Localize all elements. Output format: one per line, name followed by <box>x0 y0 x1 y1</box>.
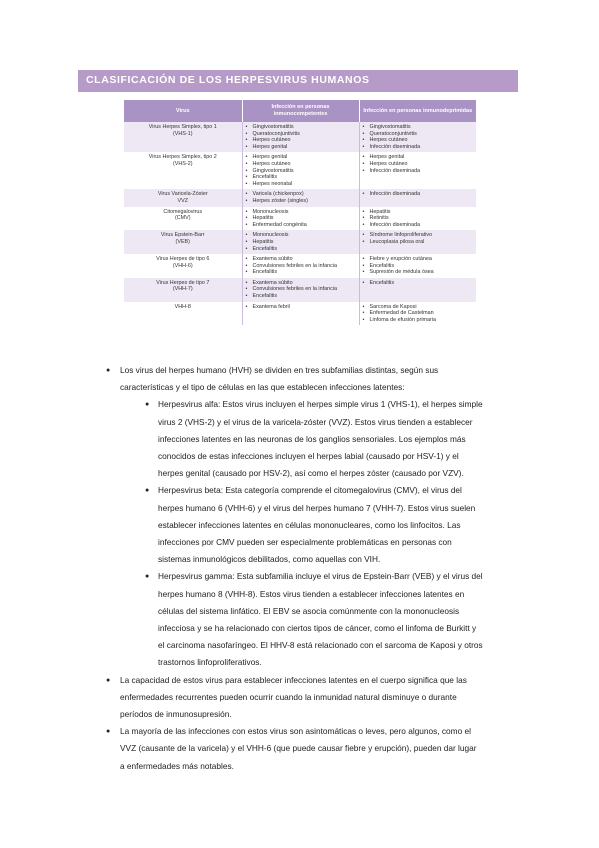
herpesvirus-table <box>124 100 476 325</box>
immunocompetent-list <box>246 304 356 311</box>
cell-immunosuppressed <box>359 189 476 206</box>
immunosuppressed-list <box>363 209 474 229</box>
bullet-icon: ● <box>106 676 111 684</box>
list-item: • Enfermedad de Castelman <box>363 310 474 317</box>
cell-immunosuppressed <box>359 152 476 189</box>
cell-virus <box>124 122 242 152</box>
bullet-subfamilies <box>106 362 492 396</box>
document-body <box>0 362 599 775</box>
text-line: herpes genital (causado por HSV-2), así como el herpes zóster (causado por VZV). <box>158 468 464 479</box>
virus-name-line: (VHS-1) <box>173 130 193 137</box>
list-item: • Gingivostomatitis <box>363 124 474 131</box>
cell-immunosuppressed <box>359 302 476 326</box>
text-line: Los virus del herpes humano (HVH) se dividen en tres subfamilias distintas, según sus <box>120 365 439 375</box>
bullet-beta <box>145 482 492 568</box>
list-item: • Infección diseminada <box>363 144 474 151</box>
list-item: • Fiebre y erupción cutánea <box>363 256 474 263</box>
text-line: Herpesvirus alfa: Estos virus incluyen el herpes simple virus 1 (VHS-1), el herpes simple <box>158 399 483 410</box>
virus-name-line: (VEB) <box>175 238 190 245</box>
virus-name-line: Virus Epstein-Barr <box>160 232 205 239</box>
text-line: infecciosa y se ha relacionado con ciertos tipos de cáncer, como el linfoma de Burkitt y <box>158 623 477 634</box>
list-item: • Leucoplasia pilosa oral <box>363 239 474 246</box>
table-row <box>124 302 476 326</box>
virus-name-line: Virus Herpes Simplex, tipo 1 <box>148 124 217 130</box>
list-item: • Enfermedad congénita <box>246 222 356 229</box>
immunocompetent-list <box>246 191 356 204</box>
list-item: • Queratoconjuntivitis <box>363 131 474 138</box>
list-item: • Infección diseminada <box>363 191 474 198</box>
table-row <box>124 230 476 254</box>
text-line: La capacidad de estos virus para establecer infecciones latentes en el cuerpo significa que las <box>120 674 467 685</box>
cell-immunosuppressed <box>359 278 476 302</box>
header-immunosuppressed: Infección en personas inmunodeprimidas <box>359 100 476 122</box>
table-row <box>124 122 476 152</box>
list-item: • Supresión de médula ósea <box>363 269 474 276</box>
immunosuppressed-list <box>363 256 474 276</box>
list-item: • Síndrome linfoproliferativo <box>363 232 474 239</box>
section-title: CLASIFICACIÓN DE LOS HERPESVIRUS HUMANOS <box>86 74 370 86</box>
bullet-icon: ● <box>145 573 150 581</box>
list-item: • Exantema súbito <box>246 256 356 263</box>
text-line: el carcinoma nasofaríngeo. El HHV-8 está relacionado con el sarcoma de Kaposi y otros <box>158 640 483 651</box>
list-item: • Infección diseminada <box>363 168 474 175</box>
cell-virus <box>124 302 242 326</box>
virus-name-line: Virus Herpes de tipo 7 <box>156 279 210 286</box>
cell-immunocompetent <box>242 122 359 152</box>
header-immunocompetent: Infección en personas inmunocompetentes <box>242 100 359 122</box>
bullet-asymptomatic <box>106 723 492 775</box>
immunosuppressed-list <box>363 304 474 324</box>
text-line: sistemas inmunológicos debilitados, como aquellas con VIH. <box>158 554 381 565</box>
list-item: • Encefalitis <box>246 246 356 253</box>
cell-virus <box>124 152 242 189</box>
table-header-row <box>124 100 476 122</box>
list-item: • Infección diseminada <box>363 222 474 229</box>
list-item: • Gingivostomatitis <box>246 124 356 131</box>
list-item: • Exantema febril <box>246 304 356 311</box>
list-item: • Herpes genital <box>246 144 356 151</box>
list-item: • Convulsiones febriles en la infancia <box>246 263 356 270</box>
text-line: infecciones por CMV pueden ser especialmente problemáticas en personas con <box>158 537 452 548</box>
cell-immunocompetent <box>242 207 359 231</box>
cell-immunocompetent <box>242 278 359 302</box>
text-line: características y el tipo de células en las que establecen infecciones latentes: <box>120 382 405 393</box>
immunocompetent-list <box>246 256 356 276</box>
list-item: • Herpes cutáneo <box>246 161 356 168</box>
list-item: • Encefalitis <box>246 293 356 300</box>
table-row <box>124 254 476 278</box>
text-line: La mayoría de las infecciones con estos virus son asintomáticas o leves, pero algunos, como el <box>120 726 471 737</box>
list-item: • Gingivostomatitis <box>246 168 356 175</box>
bullet-icon: ● <box>145 401 150 409</box>
virus-name-line: Virus Varicela-Zóster <box>157 191 208 198</box>
header-virus: Virus <box>124 100 242 122</box>
text-line: Herpesvirus gamma: Esta subfamilia incluye el virus de Epstein-Barr (VEB) y el virus del <box>158 571 483 582</box>
cell-immunocompetent <box>242 254 359 278</box>
immunocompetent-list <box>246 124 356 150</box>
immunosuppressed-list <box>363 191 474 198</box>
list-item: • Encefalitis <box>363 263 474 270</box>
cell-virus <box>124 278 242 302</box>
table-row <box>124 152 476 189</box>
list-item: • Retinitis <box>363 215 474 222</box>
cell-immunosuppressed <box>359 230 476 254</box>
immunocompetent-list <box>246 232 356 252</box>
list-item: • Herpes cutáneo <box>363 161 474 168</box>
list-item: • Mononucleosis <box>246 209 356 216</box>
text-line: VVZ (causante de la varicela) y el VHH-6 (que puede causar fiebre y erupción), pueden dar lugar <box>120 743 477 754</box>
list-item: • Hepatitis <box>246 215 356 222</box>
list-item: • Linfoma de efusión primaria <box>363 317 474 324</box>
text-line: enfermedades recurrentes pueden ocurrir cuando la inmunidad natural disminuye o durante <box>120 691 457 702</box>
list-item: • Encefalitis <box>363 280 474 287</box>
cell-immunocompetent <box>242 302 359 326</box>
cell-immunocompetent <box>242 189 359 206</box>
text-line: herpes humano 8 (VHH-8). Estos virus tienden a establecer infecciones latentes en <box>158 588 465 599</box>
immunosuppressed-list <box>363 154 474 174</box>
cell-immunosuppressed <box>359 207 476 231</box>
text-line: trastornos linfoproliferativos. <box>158 657 262 668</box>
text-line: períodos de inmunosupresión. <box>120 709 232 720</box>
list-item: • Herpes neonatal <box>246 181 356 188</box>
virus-name-line: VVZ <box>177 197 188 204</box>
text-line: establecer infecciones latentes en células mononucleares, como los linfocitos. Las <box>158 519 461 530</box>
bullet-icon: ● <box>145 487 150 495</box>
cell-virus <box>124 189 242 206</box>
list-item: • Hepatitis <box>363 209 474 216</box>
table-row <box>124 207 476 231</box>
text-line: virus 2 (VHS-2) y el virus de la varicela-zóster (VVZ). Estos virus tienden a establecer <box>158 416 473 427</box>
table-row <box>124 189 476 206</box>
bullet-latency <box>106 672 492 724</box>
list-item: • Encefalitis <box>246 269 356 276</box>
table-row <box>124 278 476 302</box>
virus-name-line: Virus Herpes de tipo 6 <box>156 256 210 263</box>
text-line: conocidos de estas infecciones incluyen el herpes labial (causado por HSV-1) y el <box>158 451 459 462</box>
virus-name-line: Virus Herpes Simplex, tipo 2 <box>148 154 217 161</box>
cell-immunocompetent <box>242 152 359 189</box>
virus-name-line: (CMV) <box>174 215 191 222</box>
bullet-gamma <box>145 568 492 671</box>
cell-virus <box>124 207 242 231</box>
list-item: • Herpes genital <box>363 154 474 161</box>
list-item: • Hepatitis <box>246 239 356 246</box>
list-item: • Herpes cutáneo <box>246 137 356 144</box>
text-line: Herpesvirus beta: Esta categoría comprende el citomegalovirus (CMV), el virus del <box>158 485 462 496</box>
bullet-icon: ● <box>106 728 111 736</box>
virus-name-line: VHH-8 <box>174 303 191 310</box>
immunocompetent-list <box>246 280 356 300</box>
text-line: células del sistema linfático. El EBV se asocia comúnmente con la mononucleosis <box>158 605 460 616</box>
cell-immunosuppressed <box>359 254 476 278</box>
immunocompetent-list <box>246 154 356 187</box>
virus-name-line: (VHH-7) <box>172 286 193 293</box>
list-item: • Mononucleosis <box>246 232 356 239</box>
bullet-icon: ● <box>106 367 111 374</box>
cell-immunocompetent <box>242 230 359 254</box>
immunocompetent-list <box>246 209 356 229</box>
text-line: infecciones latentes en las neuronas de los ganglios sensoriales. Los ejemplos más <box>158 433 466 444</box>
cell-virus <box>124 254 242 278</box>
immunosuppressed-list <box>363 232 474 245</box>
list-item: • Herpes genital <box>246 154 356 161</box>
list-item: • Herpes cutáneo <box>363 137 474 144</box>
cell-virus <box>124 230 242 254</box>
list-item: • Convulsiones febriles en la infancia <box>246 286 356 293</box>
list-item: • Exantema súbito <box>246 280 356 287</box>
virus-name-line: (VHH-6) <box>172 262 193 269</box>
virus-name-line: (VHS-2) <box>173 160 193 167</box>
table-body <box>124 122 476 325</box>
list-item: • Encefalitis <box>246 174 356 181</box>
cell-immunosuppressed <box>359 122 476 152</box>
virus-name-line: Citomegalovirus <box>163 208 203 215</box>
list-item: • Herpes zóster (singles) <box>246 198 356 205</box>
section-title-bar <box>78 70 518 92</box>
bullet-alpha <box>145 396 492 482</box>
text-line: herpes humano 6 (VHH-6) y el virus del herpes humano 7 (VHH-7). Estos virus suelen <box>158 502 476 513</box>
list-item: • Queratoconjuntivitis <box>246 131 356 138</box>
immunosuppressed-list <box>363 124 474 150</box>
text-line: a enfermedades más notables. <box>120 760 234 771</box>
immunosuppressed-list <box>363 280 474 287</box>
list-item: • Sarcoma de Kaposi <box>363 304 474 311</box>
list-item: • Varicela (chickenpox) <box>246 191 356 198</box>
